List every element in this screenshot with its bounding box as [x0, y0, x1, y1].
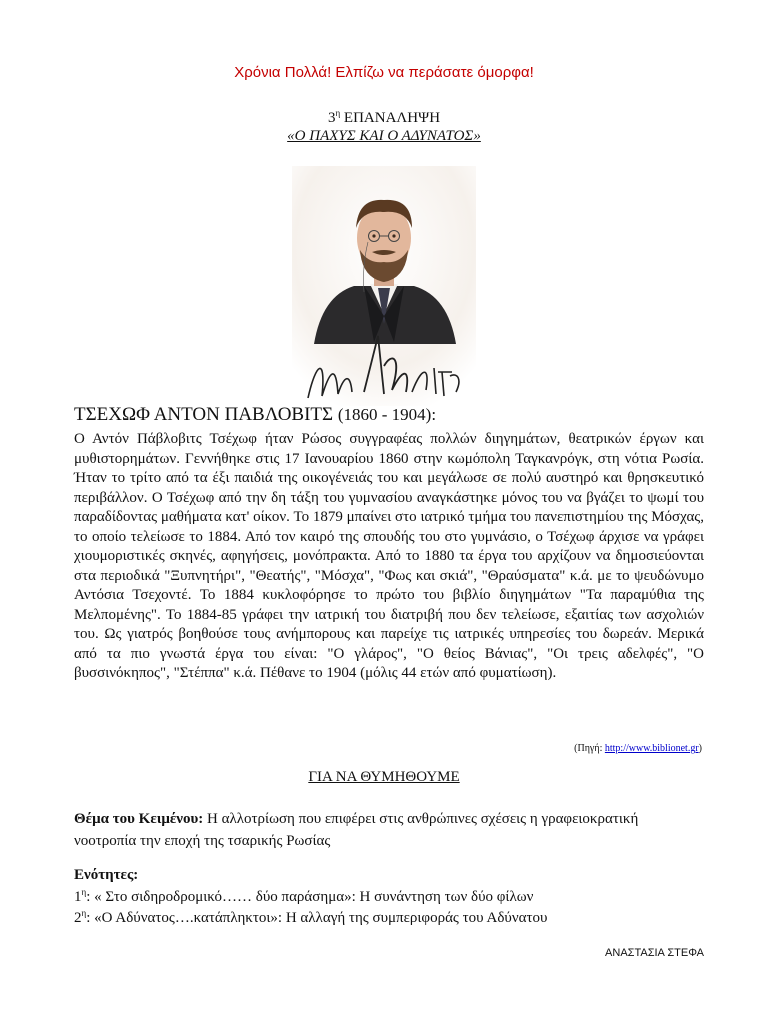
topic-paragraph: [74, 808, 694, 852]
section-superscript: η: [81, 887, 87, 897]
section-item: [74, 908, 547, 927]
author-credit: ΑΝΑΣΤΑΣΙΑ ΣΤΕΦΑ: [605, 947, 704, 959]
author-portrait: [292, 166, 476, 406]
portrait-image: [292, 166, 476, 406]
section-number: 2: [74, 910, 82, 926]
section-item: [74, 887, 533, 906]
story-title: «Ο ΠΑΧΥΣ ΚΑΙ Ο ΑΔΥΝΑΤΟΣ»: [287, 128, 481, 144]
section-number: 1: [74, 889, 82, 905]
source-suffix: ): [698, 743, 702, 754]
topic-label: Θέμα του Κειμένου:: [74, 811, 204, 827]
biography-paragraph: Ο Αντόν Πάβλοβιτς Τσέχωφ ήταν Ρώσος συγγραφέας πολλών διηγημάτων, θεατρικών έργων και μυθιστορημάτων. Γεννήθηκε στις 17 Ιανουαρίου 1860 στην κωμόπολη Ταγκανρόγκ, στη νότια Ρωσία. Ήταν το τρίτο από τα έξι παιδιά της οικογένειάς του και μεγάλωσε σε πολύ αυστηρό και θρησκευτικό περιβάλλον. Ο Τσέχωφ από την δη τάξη του γυμνασίου αναγκάστηκε μόνος του να βγάζει το ψωμί του παραδίδοντας μαθήματα κατ' οίκον. Το 1879 μπαίνει στο ιατρικό τμήμα του πανεπιστημίου της Μόσχας, το οποίο τελείωσε το 1884. Από τον καιρό της σπουδής του στο γυμνάσιο, ο Τσέχωφ άρχισε να γράφει χιουμοριστικές σκηνές, αφηγήσεις, μονόπρακτα. Από το 1880 τα έργα του αρχίζουν να δημοσιεύονται στα περιοδικά "Ξυπνητήρι", "Θεατής", "Μόσχα", "Φως και σκιά", "Θραύσματα" κ.ά. με το ψευδώνυμο Αντόσια Τσεχοντέ. Το 1884 κυκλοφόρησε το πρώτο του βιβλίο διηγημάτων "Τα παραμύθια της Μελπομένης". Το 1884-85 γράφει την ιατρική του διατριβή που δεν τελείωσε, εξαιτίας των ασχολιών του. Ως γιατρός βοηθούσε τους ανήμπορους και παρείχε τις ιατρικές υπηρεσίες του δωρεάν. Μερικά από τα πιο γνωστά έργα του είναι: "Ο γλάρος", "Ο θείος Βάνιας", "Οι τρεις αδελφές", "Ο βυσσινόκηπος", "Στέππα" κ.ά. Πέθανε το 1904 (μόλις 44 ετών από φυματίωση).: [74, 431, 704, 681]
section-text: : « Στο σιδηροδρομικό…… δύο παράσημα»: Η συνάντηση των δύο φίλων: [86, 889, 534, 905]
revision-number: 3: [327, 110, 336, 126]
source-link[interactable]: http://www.biblionet.gr: [604, 743, 699, 754]
section-text: : «Ο Αδύνατος….κατάπληκτοι»: Η αλλαγή της συμπεριφοράς του Αδύνατου: [86, 910, 548, 926]
source-citation: [574, 743, 702, 754]
revision-superscript: η: [335, 108, 341, 118]
author-heading: [74, 404, 436, 426]
author-name: ΤΣΕΧΩΦ ΑΝΤΟΝ ΠΑΒΛΟΒΙΤΣ: [74, 404, 334, 425]
greeting-line: Χρόνια Πολλά! Ελπίζω να περάσατε όμορφα!: [234, 64, 534, 81]
source-prefix: (Πηγή:: [574, 743, 605, 754]
topic-text: Η αλλοτρίωση που επιφέρει στις ανθρώπινες σχέσεις η γραφειοκρατική νοοτροπία την εποχή της τσαρικής Ρωσίας: [74, 811, 639, 849]
section-superscript: η: [81, 908, 87, 918]
remember-heading: ΓΙΑ ΝΑ ΘΥΜΗΘΟΥΜΕ: [308, 769, 460, 785]
revision-title: [0, 108, 768, 127]
author-dates: (1860 - 1904):: [337, 405, 437, 424]
revision-label: ΕΠΑΝΑΛΗΨΗ: [343, 110, 441, 126]
sections-title: Ενότητες:: [74, 867, 139, 883]
